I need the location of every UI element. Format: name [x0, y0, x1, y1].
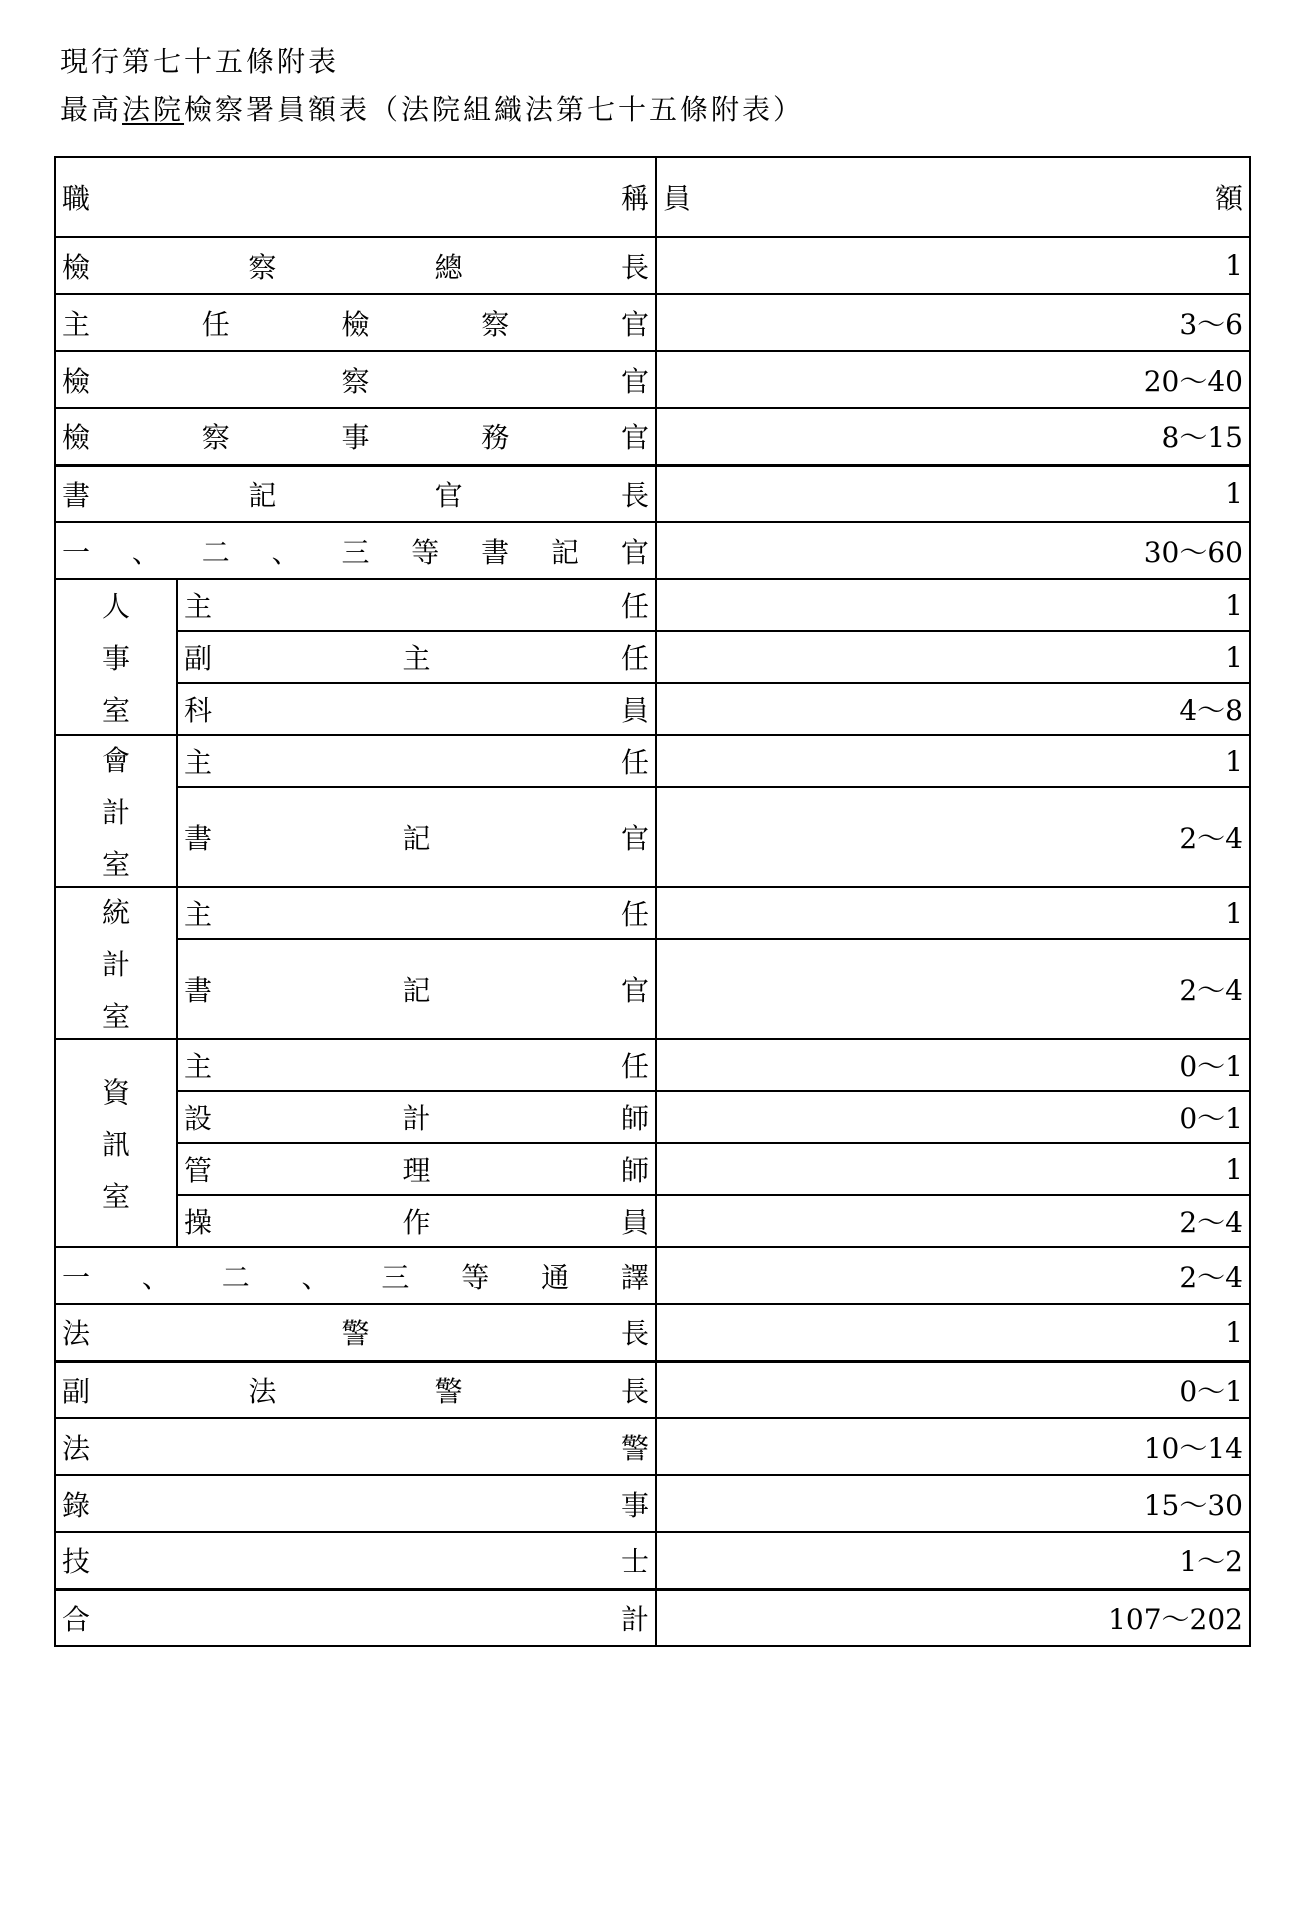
- staff-count-cell: 1: [656, 735, 1250, 787]
- table-row: [55, 1361, 1250, 1418]
- table-row: [55, 465, 1250, 522]
- total-row: [55, 1589, 1250, 1646]
- staff-count-cell: 1: [656, 631, 1250, 683]
- staff-count-cell: 1: [656, 579, 1250, 631]
- staff-count-cell: 15～30: [656, 1475, 1250, 1532]
- job-title-cell: 操 作 員: [177, 1195, 656, 1247]
- group-item-row: [55, 579, 1250, 631]
- staff-count-cell: 4～8: [656, 683, 1250, 735]
- job-title-cell: 技 士: [55, 1532, 656, 1589]
- header-count-cell: 員 額: [656, 157, 1250, 237]
- staff-count-cell: 2～4: [656, 939, 1250, 1039]
- group-item-row: [55, 631, 1250, 683]
- staff-count-cell: 10～14: [656, 1418, 1250, 1475]
- staff-count-cell: 107～202: [656, 1589, 1250, 1646]
- table-row: [55, 1304, 1250, 1361]
- job-title-cell: 主 任 檢 察 官: [55, 294, 656, 351]
- table-row: [55, 1532, 1250, 1589]
- job-title-cell: 書 記 官 長: [55, 465, 656, 522]
- staff-count-cell: 2～4: [656, 1195, 1250, 1247]
- office-group-cell: 會 計 室: [55, 735, 177, 887]
- job-title-cell: 設 計 師: [177, 1091, 656, 1143]
- table-row: [55, 351, 1250, 408]
- document-title: 最高法院檢察署員額表（法院組織法第七十五條附表）: [60, 93, 805, 126]
- office-group-cell: 資 訊 室: [55, 1039, 177, 1247]
- table-header: [55, 157, 1250, 237]
- table-row: [55, 408, 1250, 465]
- job-title-cell: 主 任: [177, 735, 656, 787]
- job-title-cell: 主 任: [177, 887, 656, 939]
- staff-count-cell: 1: [656, 237, 1250, 294]
- table-row: [55, 1247, 1250, 1304]
- group-item-row: [55, 939, 1250, 1039]
- job-title-cell: 錄 事: [55, 1475, 656, 1532]
- job-title-cell: 法 警: [55, 1418, 656, 1475]
- staffing-table: [54, 156, 1251, 1647]
- group-item-row: [55, 1039, 1250, 1091]
- table-row: [55, 1418, 1250, 1475]
- job-title-cell: 副 法 警 長: [55, 1361, 656, 1418]
- job-title-cell: 書 記 官: [177, 939, 656, 1039]
- staff-count-cell: 1～2: [656, 1532, 1250, 1589]
- job-title-cell: 檢 察 事 務 官: [55, 408, 656, 465]
- job-title-cell: 主 任: [177, 1039, 656, 1091]
- staff-count-cell: 20～40: [656, 351, 1250, 408]
- job-title-cell: 書 記 官: [177, 787, 656, 887]
- job-title-cell: 一 、 二 、 三 等 通 譯: [55, 1247, 656, 1304]
- header-title-cell: 職 稱: [55, 157, 656, 237]
- document-subtitle: 現行第七十五條附表: [60, 45, 340, 78]
- group-item-row: [55, 683, 1250, 735]
- staff-count-cell: 0～1: [656, 1039, 1250, 1091]
- staff-count-cell: 3～6: [656, 294, 1250, 351]
- job-title-cell: 管 理 師: [177, 1143, 656, 1195]
- group-item-row: [55, 1091, 1250, 1143]
- job-title-cell: 主 任: [177, 579, 656, 631]
- staff-count-cell: 30～60: [656, 522, 1250, 579]
- group-item-row: [55, 1143, 1250, 1195]
- staff-count-cell: 1: [656, 1304, 1250, 1361]
- staff-count-cell: 1: [656, 1143, 1250, 1195]
- table-row: [55, 1475, 1250, 1532]
- job-title-cell: 副 主 任: [177, 631, 656, 683]
- group-item-row: [55, 735, 1250, 787]
- table-row: [55, 294, 1250, 351]
- group-item-row: [55, 787, 1250, 887]
- staff-count-cell: 2～4: [656, 1247, 1250, 1304]
- job-title-cell: 檢 察 總 長: [55, 237, 656, 294]
- staff-count-cell: 2～4: [656, 787, 1250, 887]
- staff-count-cell: 1: [656, 887, 1250, 939]
- job-title-cell: 一 、 二 、 三 等 書 記 官: [55, 522, 656, 579]
- table-row: [55, 522, 1250, 579]
- staff-count-cell: 8～15: [656, 408, 1250, 465]
- table-row: [55, 237, 1250, 294]
- group-item-row: [55, 1195, 1250, 1247]
- job-title-cell: 合 計: [55, 1589, 656, 1646]
- staff-count-cell: 0～1: [656, 1361, 1250, 1418]
- staff-count-cell: 0～1: [656, 1091, 1250, 1143]
- office-group-cell: 人 事 室: [55, 579, 177, 735]
- group-item-row: [55, 887, 1250, 939]
- job-title-cell: 檢 察 官: [55, 351, 656, 408]
- staff-count-cell: 1: [656, 465, 1250, 522]
- job-title-cell: 科 員: [177, 683, 656, 735]
- job-title-cell: 法 警 長: [55, 1304, 656, 1361]
- office-group-cell: 統 計 室: [55, 887, 177, 1039]
